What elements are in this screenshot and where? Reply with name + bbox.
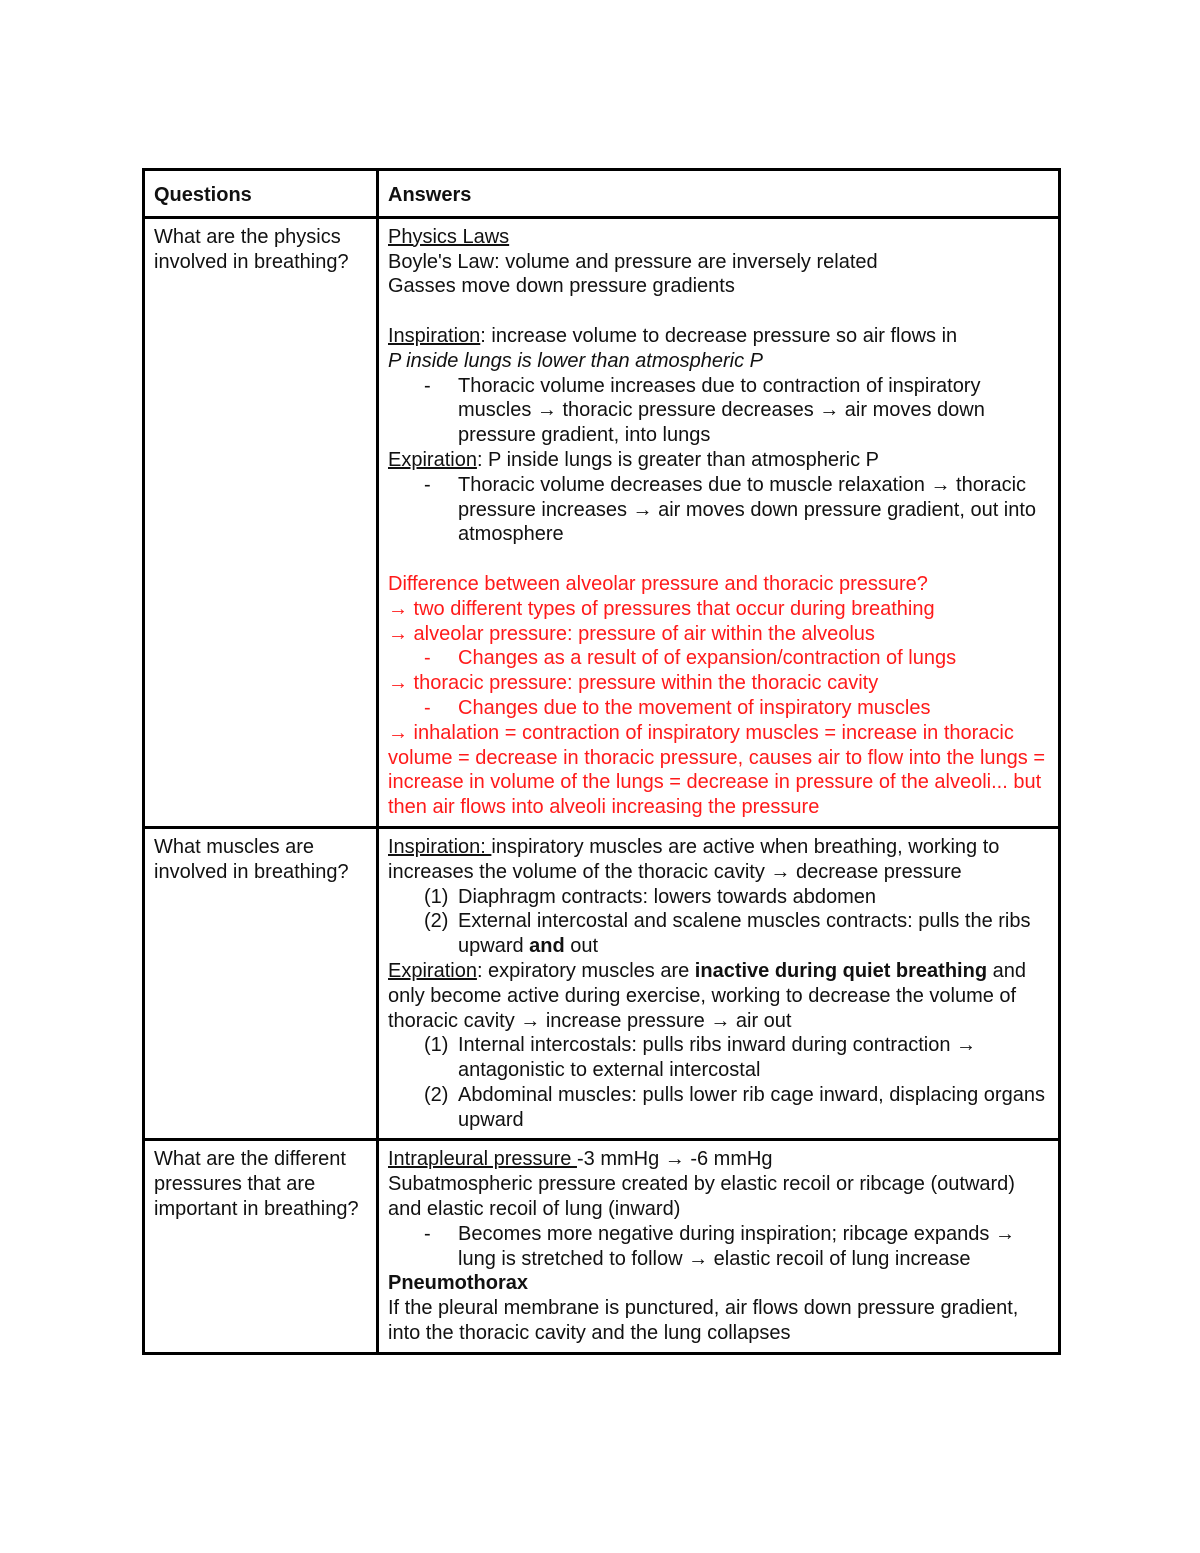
list-item: (1) Internal intercostals: pulls ribs inward during contraction → antagonistic to external intercostal: [424, 1034, 977, 1082]
list-item: (1) Diaphragm contracts: lowers towards abdomen: [424, 885, 876, 908]
header-row: [144, 170, 1060, 218]
red-note-line: → inhalation = contraction of inspiratory muscles = increase in thoracic volume = decrease in thoracic pressure, causes air to flow into the lungs = increase in volume of the lungs = decrease in pressure of the alveoli... but then air flows into alveoli increasing the pressure: [388, 721, 1046, 819]
qa-table: [142, 168, 1061, 1355]
boyles-law-text: Boyle's Law: volume and pressure are inversely related: [388, 250, 878, 273]
table-row: [144, 217, 1060, 827]
intrapleural-label: Intrapleural pressure: [388, 1148, 577, 1171]
questions-header: Questions: [144, 170, 378, 218]
expiration-line: Expiration: P inside lungs is greater than atmospheric P: [388, 448, 880, 471]
inspiration-line: Inspiration: increase volume to decrease pressure so air flows in: [388, 324, 958, 347]
question-cell: What are the different pressures that are important in breathing?: [144, 1140, 378, 1353]
gasses-text: Gasses move down pressure gradients: [388, 275, 735, 298]
expiration-label: Expiration: [388, 959, 477, 982]
inspiration-label: Inspiration: [388, 324, 481, 347]
answer-cell: [378, 827, 1060, 1140]
subatmospheric-text: Subatmospheric pressure created by elastic recoil or ribcage (outward) and elastic recoil of lung (inward): [388, 1173, 1015, 1221]
list-item: - Becomes more negative during inspiration; ribcage expands → lung is stretched to follow → elastic recoil of lung increase: [424, 1222, 1015, 1270]
intrapleural-line: Intrapleural pressure -3 mmHg → -6 mmHg: [388, 1148, 773, 1171]
list-item: - Thoracic volume decreases due to muscle relaxation → thoracic pressure increases → air moves down pressure gradient, out into atmosphere: [424, 473, 1037, 546]
inspiration-label: Inspiration:: [388, 835, 492, 858]
expiration-label: Expiration: [388, 448, 477, 471]
red-note-question: Difference between alveolar pressure and thoracic pressure?: [388, 572, 928, 595]
answers-header: Answers: [378, 170, 1060, 218]
list-item: (2) Abdominal muscles: pulls lower rib cage inward, displacing organs upward: [424, 1083, 1045, 1131]
red-note-line: → two different types of pressures that occur during breathing: [388, 597, 935, 620]
red-note-line: → alveolar pressure: pressure of air within the alveolus: [388, 622, 875, 645]
physics-laws-heading: Physics Laws: [388, 225, 510, 248]
table-row: [144, 1140, 1060, 1353]
table-row: [144, 827, 1060, 1140]
list-item: - Thoracic volume increases due to contraction of inspiratory muscles → thoracic pressure decreases → air moves down pressure gradient, into lungs: [424, 374, 985, 447]
answer-cell: [378, 217, 1060, 827]
list-item: - Changes due to the movement of inspiratory muscles: [424, 696, 931, 719]
red-note-line: → thoracic pressure: pressure within the thoracic cavity: [388, 672, 879, 695]
list-item: - Changes as a result of of expansion/contraction of lungs: [424, 647, 957, 670]
list-item: (2) External intercostal and scalene muscles contracts: pulls the ribs upward and out: [424, 910, 1031, 958]
inspiration-italic: P inside lungs is lower than atmospheric P: [388, 349, 763, 372]
answer-cell: [378, 1140, 1060, 1353]
pneumothorax-heading: Pneumothorax: [388, 1272, 529, 1295]
expiration-line: Expiration: expiratory muscles are inactive during quiet breathing and only become active during exercise, working to decrease the volume of thoracic cavity → increase pressure → air out: [388, 959, 1026, 1032]
inspiration-line: Inspiration: inspiratory muscles are active when breathing, working to increases the volume of the thoracic cavity → decrease pressure: [388, 835, 1000, 883]
pneumothorax-text: If the pleural membrane is punctured, air flows down pressure gradient, into the thoracic cavity and the lung collapses: [388, 1297, 1019, 1345]
question-cell: What muscles are involved in breathing?: [144, 827, 378, 1140]
question-cell: What are the physics involved in breathing?: [144, 217, 378, 827]
